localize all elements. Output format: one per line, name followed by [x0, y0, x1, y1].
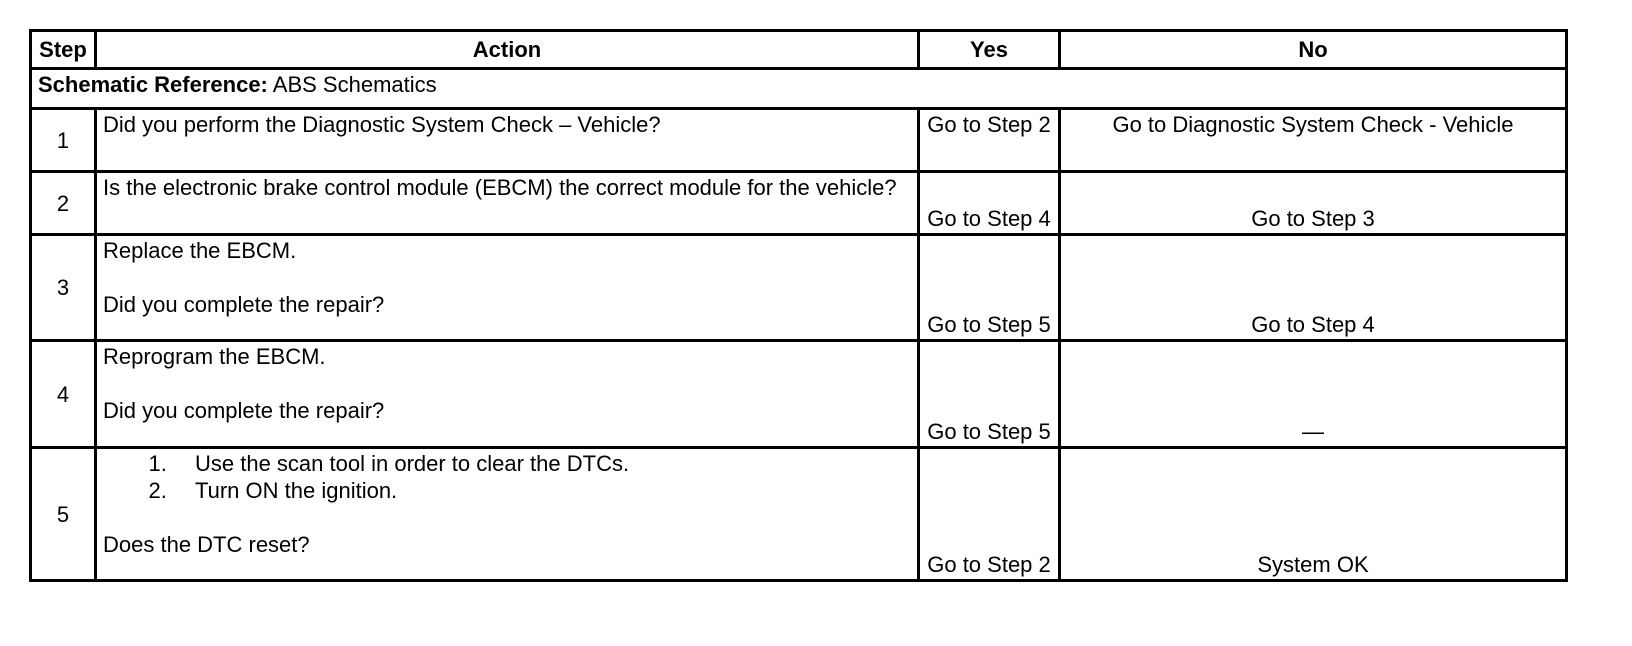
table-row [31, 172, 1567, 235]
action-cell [96, 172, 919, 235]
action-question: Is the electronic brake control module (EBCM) the correct module for the vehicle? [103, 175, 897, 200]
yes-cell: Go to Step 4 [919, 172, 1060, 235]
step-number: 2 [31, 172, 96, 235]
diagnostic-table [29, 29, 1568, 582]
header-yes: Yes [919, 31, 1060, 69]
step-number: 3 [31, 235, 96, 341]
no-cell: System OK [1060, 448, 1567, 581]
action-question: Did you complete the repair? [103, 292, 385, 317]
header-row [31, 31, 1567, 69]
action-cell [96, 109, 919, 172]
yes-cell: Go to Step 2 [919, 109, 1060, 172]
step-number: 1 [31, 109, 96, 172]
table-row [31, 448, 1567, 581]
header-step: Step [31, 31, 96, 69]
schematic-reference-value: ABS Schematics [272, 72, 437, 97]
action-question: Does the DTC reset? [103, 532, 310, 557]
table-row [31, 109, 1567, 172]
no-cell: Go to Step 3 [1060, 172, 1567, 235]
no-cell: — [1060, 341, 1567, 448]
table-row [31, 341, 1567, 448]
header-action: Action [96, 31, 919, 69]
yes-cell: Go to Step 2 [919, 448, 1060, 581]
no-cell: Go to Diagnostic System Check - Vehicle [1060, 109, 1567, 172]
action-question: Did you perform the Diagnostic System Check – Vehicle? [103, 112, 661, 137]
action-instruction: Replace the EBCM. [103, 238, 297, 263]
yes-cell: Go to Step 5 [919, 235, 1060, 341]
step-number: 4 [31, 341, 96, 448]
action-substep: 2. Turn ON the ignition. [173, 477, 911, 504]
step-number: 5 [31, 448, 96, 581]
action-substep: 1. Use the scan tool in order to clear the DTCs. [173, 450, 911, 477]
action-cell [96, 341, 919, 448]
schematic-reference-label: Schematic Reference: [38, 72, 268, 97]
schematic-reference-row [31, 69, 1567, 109]
action-instruction: Reprogram the EBCM. [103, 344, 326, 369]
yes-cell: Go to Step 5 [919, 341, 1060, 448]
action-substeps [103, 450, 911, 504]
schematic-reference [31, 69, 1567, 109]
action-question: Did you complete the repair? [103, 398, 385, 423]
header-no: No [1060, 31, 1567, 69]
action-cell [96, 448, 919, 581]
table-row [31, 235, 1567, 341]
no-cell: Go to Step 4 [1060, 235, 1567, 341]
action-cell [96, 235, 919, 341]
